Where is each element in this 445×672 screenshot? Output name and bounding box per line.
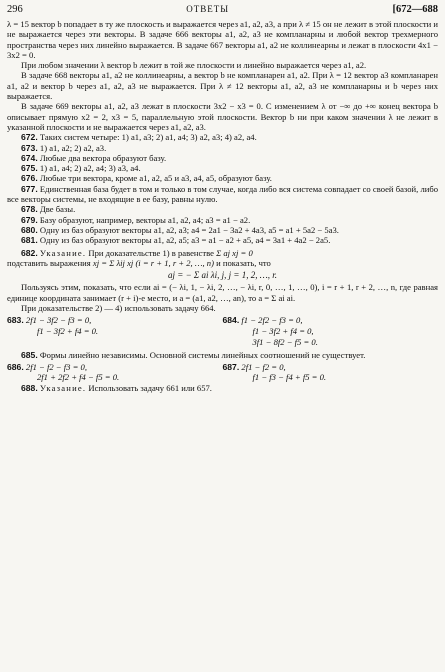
paragraph: В задаче 669 векторы a1, a2, a3 лежат в плоскости 3x2 − x3 = 0. С изменением λ от −∞ до +∞ конец вектора b описывает прямую x2 = 2, x3 = 5, параллельную этой плоскости. Вектор b ни при каком значении λ не лежит в указанной плоскости и не выражается через a1, a2, a3. bbox=[7, 101, 438, 132]
page-header bbox=[7, 4, 438, 19]
answer-676: 676. Любые три вектора, кроме a1, a2, a5 и a3, a4, a5, образуют базу. bbox=[21, 173, 272, 184]
answer-685: 685. Формы линейно независимы. Основной системы линейных соотношений не существует. bbox=[21, 349, 366, 360]
paragraph: При любом значении λ вектор b лежит в той же плоскости и линейно выражается через a1, a2. bbox=[21, 60, 367, 71]
answers-body bbox=[7, 19, 438, 394]
answer-682-cont: подставить выражения xj = Σ λij xj (i = r + 1, r + 2, …, n) и показать, что bbox=[7, 257, 271, 268]
answer-677: 677. Единственная база будет в том и только в том случае, когда либо вся система совпадает со своей базой, либо все векторы системы, не входящие в ее базу, равны нулю. bbox=[7, 183, 439, 205]
answer-673: 673. 1) a1, a2; 2) a2, a3. bbox=[21, 142, 107, 153]
answer-682: 682. Указание. При доказательстве 1) в равенстве Σ aj xj = 0 bbox=[21, 247, 253, 258]
answer-686: 686. 2f1 − f2 − f3 = 0, 2f1 + 2f2 + f4 − f5 = 0. bbox=[7, 361, 120, 383]
answers-683-684 bbox=[7, 315, 438, 347]
answer-675: 675. 1) a1, a4; 2) a2, a4; 3) a3, a4. bbox=[21, 163, 141, 174]
answer-683: 683. 2f1 − 3f2 − f3 = 0, f1 − 3f2 + f4 = 0. bbox=[7, 315, 99, 336]
answers-686-687 bbox=[7, 362, 438, 383]
answer-678: 678. Две базы. bbox=[21, 204, 76, 215]
formula: xj = Σ λij xj (i = r + 1, r + 2, …, n) bbox=[92, 257, 214, 268]
paragraph: λ = 15 вектор b попадает в ту же плоскость и выражается через a1, a2, a3, а при λ ≠ 15 он не лежит в этой плоскости и не выражается через эти векторы. В задаче 666 векторы a1, a2, a3 не компланарны и любой вектор трехмерного пространства через них линейно выражается. В задаче 667 векторы a1, a2 не коллинеарны и лежат в плоскости 4x1 − 3x2 = 0. bbox=[7, 19, 438, 60]
running-title: ОТВЕТЫ bbox=[186, 4, 230, 14]
paragraph: В задаче 668 векторы a1, a2 не коллинеарны, а вектор b не компланарен a1, a2. При λ = 12 вектор a3 компланарен a1, a2 и вектор b через a1, a2, a3 не выражается. При λ ≠ 12 векторы a1, a2, a3 не компланарны и b через них выражается. bbox=[7, 70, 438, 102]
formula: Σ aj xj = 0 bbox=[216, 247, 253, 258]
answer-680: 680. Одну из баз образуют векторы a1, a2, a3; a4 = 2a1 − 3a2 + 4a3, a5 = a1 + 5a2 − 5a3. bbox=[21, 224, 339, 235]
answer-674: 674. Любые два вектора образуют базу. bbox=[21, 152, 167, 163]
answer-687: 687. 2f1 − f2 = 0, f1 − f3 − f4 + f5 = 0. bbox=[222, 361, 327, 383]
page-number: 296 bbox=[7, 4, 23, 15]
answer-688: 688. Указание. Использовать задачу 661 или 657. bbox=[21, 383, 212, 394]
answer-681: 681. Одну из баз образуют векторы a1, a2, a5; a3 = a1 − a2 + a5, a4 = 3a1 + 4a2 − 2a5. bbox=[21, 235, 331, 246]
problem-range: [672—688 bbox=[392, 4, 438, 15]
display-formula: aj = − Σ ai λi, j, j = 1, 2, …, r. bbox=[168, 270, 277, 281]
answer-672: 672. Таких систем четыре: 1) a1, a3; 2) a1, a4; 3) a2, a3; 4) a2, a4. bbox=[21, 132, 257, 143]
paragraph: Пользуясь этим, показать, что если ai = (− λi, 1, − λi, 2, …, − λi, r, 0, …, 1, …, 0), i = r + 1, r + 2, …, n, где равная единице координата занимает (r + i)-е место, и a = (a1, a2, …, an), то a = Σ ai ai. bbox=[7, 282, 438, 303]
paragraph: При доказательстве 2) — 4) использовать задачу 664. bbox=[21, 303, 216, 314]
answer-679: 679. Базу образуют, например, векторы a1, a2, a4; a3 = a1 − a2. bbox=[21, 214, 251, 225]
answer-684: 684. f1 − 2f2 − f3 = 0, f1 − 3f2 + f4 = 0, 3f1 − 8f2 − f5 = 0. bbox=[222, 315, 318, 347]
